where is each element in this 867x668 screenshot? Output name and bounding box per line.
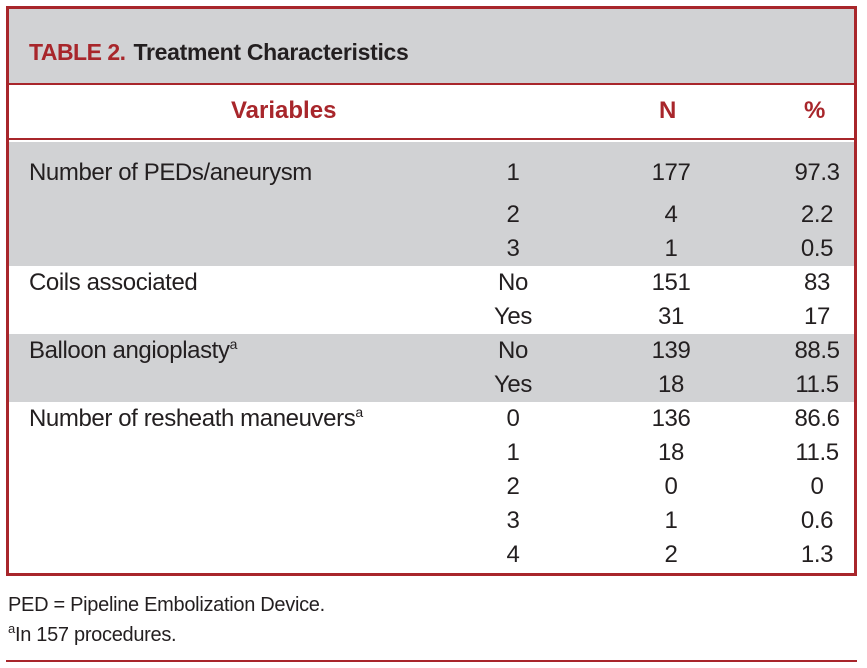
cell-level: No	[498, 269, 528, 296]
table-header-row	[9, 85, 854, 140]
header-n: N	[659, 97, 677, 124]
table-label: TABLE 2.	[29, 39, 126, 65]
cell-variable: Number of PEDs/aneurysm	[29, 159, 312, 186]
cell-percent: 86.6	[794, 405, 840, 432]
cell-level: Yes	[494, 371, 532, 398]
cell-n: 4	[664, 201, 678, 228]
cell-percent: 83	[804, 269, 830, 296]
footnote-a-text: In 157 procedures.	[14, 624, 177, 646]
cell-n: 151	[651, 269, 691, 296]
variable-text: Number of resheath maneuvers	[29, 405, 356, 432]
cell-n: 177	[651, 159, 691, 186]
table-row	[9, 198, 854, 232]
table-row	[9, 538, 854, 572]
footnote-a	[8, 620, 325, 650]
table-row	[9, 368, 854, 402]
table-row	[9, 142, 854, 198]
cell-level: Yes	[494, 303, 532, 330]
table-caption: Treatment Characteristics	[133, 39, 409, 65]
cell-n: 31	[658, 303, 684, 330]
cell-percent: 1.3	[800, 541, 834, 568]
cell-percent: 11.5	[795, 439, 839, 466]
variable-text: Balloon angioplasty	[29, 337, 230, 364]
table-title-bar	[9, 9, 854, 85]
cell-level: 3	[506, 235, 520, 262]
table-row	[9, 436, 854, 470]
cell-n: 18	[658, 439, 684, 466]
table-row	[9, 266, 854, 300]
cell-level: 4	[506, 541, 520, 568]
table-row	[9, 334, 854, 368]
table-row	[9, 470, 854, 504]
footnote-a-marker: a	[8, 621, 15, 636]
cell-variable: Coils associated	[29, 269, 198, 296]
table-row	[9, 504, 854, 538]
cell-level: 1	[506, 439, 520, 466]
cell-percent: 0.5	[800, 235, 834, 262]
cell-percent: 97.3	[794, 159, 840, 186]
cell-level: 3	[506, 507, 520, 534]
cell-variable	[29, 334, 237, 368]
table-row	[9, 300, 854, 334]
footnote-marker: a	[229, 336, 237, 352]
cell-n: 2	[664, 541, 678, 568]
cell-n: 1	[664, 507, 678, 534]
cell-percent: 88.5	[794, 337, 840, 364]
table-title	[29, 39, 409, 66]
cell-percent: 11.5	[795, 371, 839, 398]
cell-percent: 17	[804, 303, 830, 330]
bottom-rule	[6, 660, 857, 662]
header-variables: Variables	[231, 97, 337, 124]
cell-n: 0	[664, 473, 678, 500]
cell-level: No	[498, 337, 528, 364]
cell-n: 18	[658, 371, 684, 398]
cell-n: 139	[651, 337, 691, 364]
table-footnotes	[8, 590, 325, 650]
cell-level: 0	[506, 405, 520, 432]
cell-level: 2	[506, 473, 520, 500]
cell-n: 1	[664, 235, 678, 262]
table-body	[9, 142, 854, 572]
cell-percent: 0	[810, 473, 824, 500]
table-row	[9, 402, 854, 436]
cell-n: 136	[651, 405, 691, 432]
cell-percent: 2.2	[800, 201, 834, 228]
cell-variable	[29, 402, 363, 436]
cell-level: 2	[506, 201, 520, 228]
table-2	[6, 6, 857, 576]
cell-percent: 0.6	[800, 507, 834, 534]
cell-level: 1	[506, 159, 520, 186]
footnote-abbreviation: PED = Pipeline Embolization Device.	[8, 594, 325, 616]
footnote-marker: a	[355, 404, 363, 420]
table-row	[9, 232, 854, 266]
header-percent: %	[804, 97, 826, 124]
